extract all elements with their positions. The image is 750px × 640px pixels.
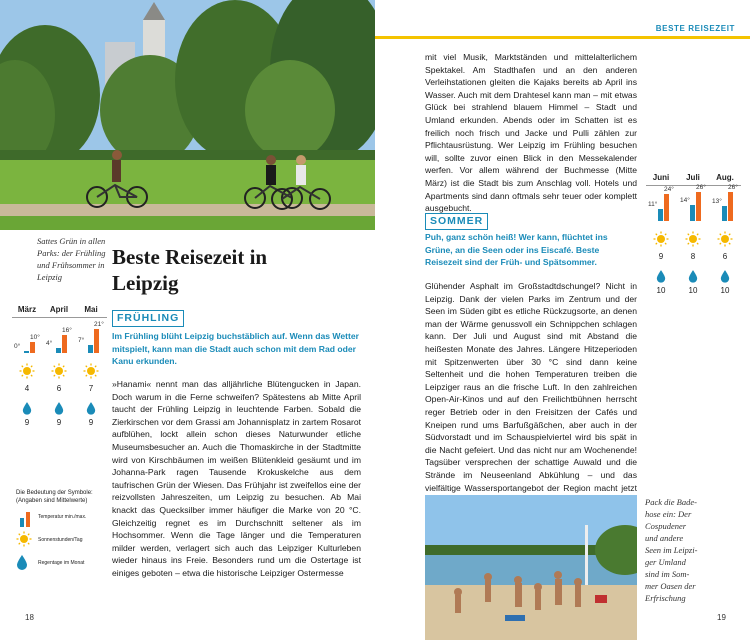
- spring-continued-body: mit viel Musik, Marktständen und mittelalterlichem Spektakel. Am Stadthafen und an den anderen Verleihstationen gleiten die Kajaks bereits ab April ins Wasser. Auch mit dem Drahtesel kann man – mit etwas Glück bei strahlend blauem Himmel – Stadt und Umland erkunden. Abends oder im Schatten ist es freilich noch frisch und Jacke und Pulli zählen zur Pflichtausrüstung. Wer Leipzig im Frühling besuchen will, sollte zuvor einen Blick in den Messekalender werfen. Vor allem während der Buchmesse (Mitte März) ist die Stadt bis zum Anschlag voll. Hotels und Apartments sind dann oftmals sehr teuer oder komplett ausgebucht.: [425, 52, 637, 214]
- temp-min-bar: [88, 345, 93, 353]
- month-label: Mai: [84, 305, 98, 314]
- temp-max-bar: [62, 335, 67, 353]
- rain-days: 9: [88, 418, 94, 427]
- raindrop-icon: [688, 269, 698, 283]
- temperature-bars: [678, 183, 708, 221]
- spring-body: »Hanami« nennt man das alljährliche Blütengucken in Japan. Doch warum in die Ferne schweifen? Spätestens ab Mitte April taucht der Frühling Leipzig in leuchtende Farben. Sobald die Zierkirschen vor dem Grassi am Johannisplatz in zartem Rosarot aufblühen, lockt allein schon dieses Naturwunder etliche Museumsbesucher an. Auch die Thomaskirche in der Stadtmitte wird von Kirschbäumen im weißen Blütenkleid gesäumt und im Johanna-Park ragen Tausende Krokuskelche aus dem taufrischen Grün der Wiesen. Das Frühjahr ist zweifellos eine der reizvollsten Jahreszeiten, um Leipzig zu besuchen. Ab Mai knackt das Quecksilber immer häufiger die Marke von 20 °C. Gleichzeitig regnet es im Durchschnitt seltener als im Hochsommer. Wenn die Tage länger und die Temperaturen milder werden, verlagert sich auch das Leipziger Kulturleben wieder hinaus ins Freie. Besonders rund um die Ostertage ist einiges geboten – etwa die historische Leipziger Ostermesse: [112, 379, 361, 578]
- climate-column: [44, 305, 74, 429]
- sun-icon: [16, 531, 32, 547]
- sun-hours: 6: [56, 384, 62, 393]
- legend-title: Die Bedeutung der Symbole: (Angaben sind Mittelwerte): [16, 490, 93, 504]
- temperature-bars: [646, 187, 676, 221]
- raindrop-icon: [22, 401, 32, 415]
- sun-hours: 7: [88, 384, 94, 393]
- climate-column: [678, 173, 708, 297]
- section-label-summer: SOMMER: [425, 213, 488, 230]
- header-rule: [375, 36, 750, 39]
- temp-max-label: 26°: [696, 183, 706, 191]
- climate-column: [76, 305, 106, 429]
- month-label: Juli: [686, 173, 700, 182]
- sun-hours: 9: [658, 252, 664, 261]
- temp-min-bar: [690, 205, 695, 221]
- month-label: Juni: [652, 173, 670, 182]
- sun-icon: [51, 363, 67, 379]
- sun-icon: [19, 363, 35, 379]
- sun-icon: [685, 231, 701, 247]
- temp-max-label: 21°: [94, 321, 104, 329]
- month-label: April: [49, 305, 69, 314]
- climate-table-summer: [646, 173, 741, 313]
- temp-max-label: 10°: [30, 333, 40, 341]
- rain-days: 9: [56, 418, 62, 427]
- temperature-bars: [12, 319, 42, 353]
- section-label-spring: FRÜHLING: [112, 310, 184, 327]
- raindrop-icon: [54, 401, 64, 415]
- running-header: BESTE REISEZEIT: [655, 24, 735, 33]
- temperature-bars: [710, 183, 740, 221]
- temp-min-label: 14°: [680, 197, 690, 205]
- rain-days: 9: [24, 418, 30, 427]
- sun-hours: 8: [690, 252, 696, 261]
- climate-table-spring: [12, 305, 107, 435]
- summer-body: Glühender Asphalt im Großstadtdschungel? Nicht in Leipzig. Dank der vielen Parks im Zentrum und der Seen im Süden gibt es etliche Rückzugsorte, an denen man der Wärme genussvoll ein Schnippchen schlagen kann. Der Juli und August sind mit Abstand die heißesten Monate des Jahres. Längere Hitzeperioden mit Spitzenwerten über 30 °C sind dann keine Seltenheit und die hohen Temperaturen treiben die Leipziger raus an die frische Luft. In den zahlreichen Open-Air-Kinos und auf den Freilichtbühnen herrscht reger Betrieb oder in den Freisitzen der Cafés und Kneipen rund ums Barfußgäßchen, aber auch in der Südvorstadt und im Schauspielviertel wird bis spät in die Nacht gefeiert. Und das nicht nur am Wochenende! Tagsüber versprechen der schattige Auwald und die Strände im Neuseenland Abkühlung – und das vielfältige Wassersportangebot der Region macht jetzt: [425, 281, 637, 493]
- sun-icon: [717, 231, 733, 247]
- temp-max-bar: [728, 192, 733, 221]
- month-label: Aug.: [716, 173, 734, 182]
- spring-lead: Im Frühling blüht Leipzig buchstäblich auf. Wenn das Wetter mitspielt, kann man die Stadt auch schon mit dem Rad oder Kanu erkunden.: [112, 331, 359, 367]
- legend-sun: Sonnenstunden/Tag: [16, 531, 108, 551]
- temp-min-label: 0°: [14, 343, 21, 350]
- symbol-legend: [16, 489, 108, 574]
- beach-photo: [425, 495, 637, 640]
- temp-min-label: 4°: [46, 340, 53, 348]
- temperature-bars: [76, 319, 106, 353]
- page-title: Beste Reisezeit in Leipzig: [112, 245, 268, 295]
- legend-rain: Regentage im Monat: [16, 554, 108, 574]
- photo-caption: Sattes Grün in allen Parks: der Frühling und Frühsommer in Leipzig: [37, 236, 106, 282]
- raindrop-icon: [16, 554, 28, 570]
- raindrop-icon: [656, 269, 666, 283]
- beach-caption: Pack die Bade- hose ein: Der Cospudener und andere Seen im Leipzi- ger Umland sind im Som- mer Oasen der Erfrischung: [645, 497, 698, 603]
- temperature-bars: [44, 319, 74, 353]
- raindrop-icon: [720, 269, 730, 283]
- temp-min-bar: [658, 209, 663, 221]
- page-number-left: 18: [25, 613, 34, 622]
- page-number-right: 19: [717, 613, 726, 622]
- raindrop-icon: [86, 401, 96, 415]
- rain-days: 10: [720, 286, 730, 295]
- temp-min-label: 13°: [712, 198, 722, 206]
- legend-temp: Temperatur min./max.: [16, 508, 108, 528]
- temp-min-label: 11°: [648, 200, 658, 208]
- climate-column: [710, 173, 740, 297]
- sun-hours: 4: [24, 384, 30, 393]
- temp-max-bar: [30, 342, 35, 353]
- temp-min-bar: [24, 351, 29, 353]
- rain-days: 10: [688, 286, 698, 295]
- temp-min-bar: [56, 348, 61, 353]
- park-photo: [0, 0, 375, 230]
- sun-icon: [653, 231, 669, 247]
- month-label: März: [17, 305, 37, 314]
- rain-days: 10: [656, 286, 666, 295]
- temp-max-bar: [664, 194, 669, 221]
- climate-column: [12, 305, 42, 429]
- temp-max-label: 26°: [728, 183, 738, 191]
- temp-max-bar: [94, 329, 99, 353]
- sun-hours: 6: [722, 252, 728, 261]
- temp-max-label: 16°: [62, 326, 72, 334]
- temp-max-bar: [696, 192, 701, 221]
- temp-min-label: 7°: [78, 337, 85, 345]
- sun-icon: [83, 363, 99, 379]
- temperature-icon: [16, 508, 36, 528]
- temp-min-bar: [722, 206, 727, 221]
- summer-lead: Puh, ganz schön heiß! Wer kann, flüchtet ins Grüne, an die Seen oder ins Eiscafé. Beste Reisezeit sind der Früh- und Spätsommer.: [425, 232, 608, 268]
- climate-column: [646, 173, 676, 297]
- temp-max-label: 24°: [664, 185, 674, 193]
